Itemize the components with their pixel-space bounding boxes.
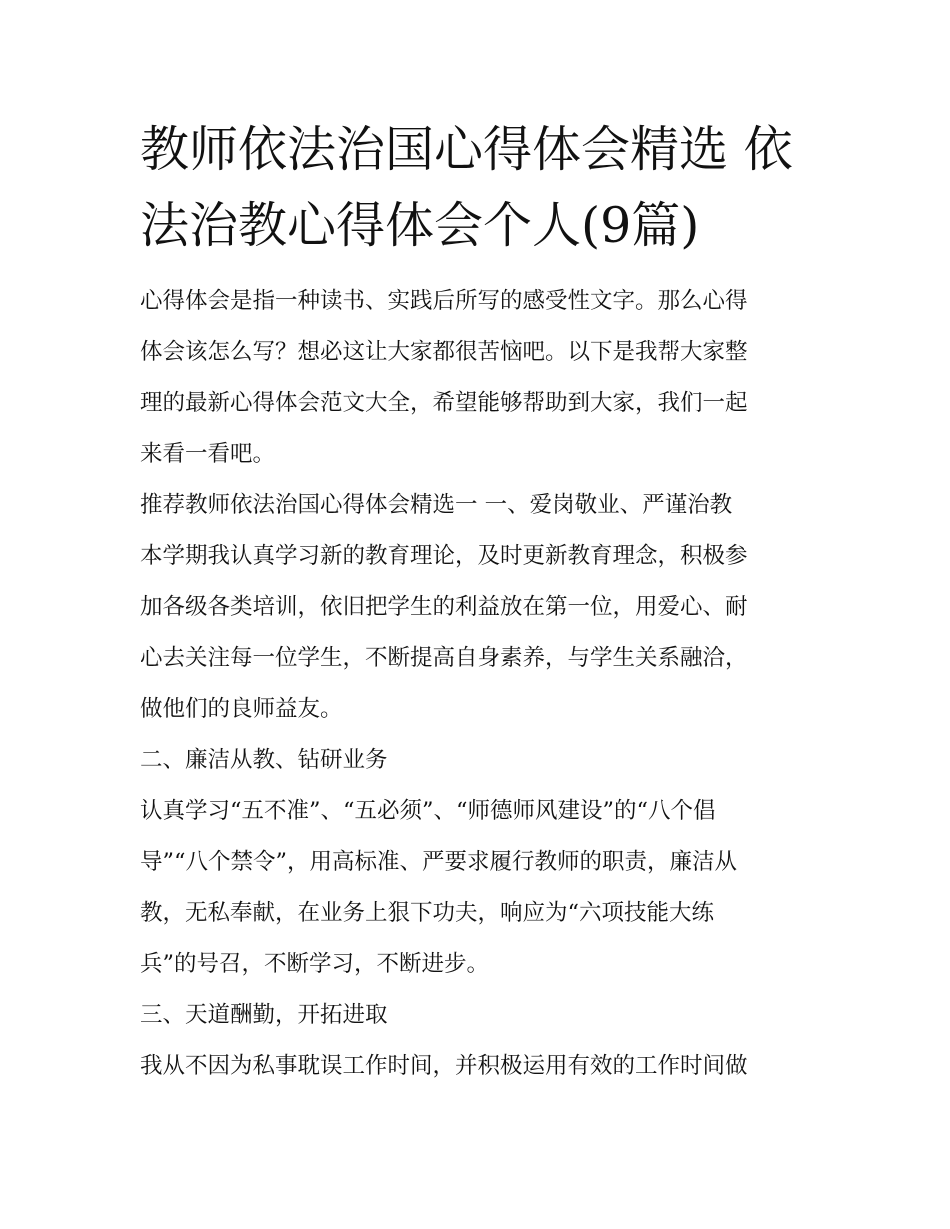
body-line: 认真学习“五不准”、“五必须”、“师德师风建设”的“八个倡: [140, 798, 716, 824]
section-heading: 三、天道酬勤，开拓进取: [140, 1002, 388, 1028]
section-heading: 二、廉洁从教、钻研业务: [140, 747, 388, 773]
body-line: 我从不因为私事耽误工作时间，并积极运用有效的工作时间做: [140, 1053, 748, 1079]
section-line: 推荐教师依法治国心得体会精选一 一、爱岗敬业、严谨治教: [140, 492, 733, 518]
body-line: 心去关注每一位学生，不断提高自身素养，与学生关系融洽，: [140, 645, 748, 671]
body-line: 做他们的良师益友。: [140, 696, 343, 722]
body-line: 体会该怎么写？想必这让大家都很苦恼吧。以下是我帮大家整: [140, 339, 748, 365]
body-line: 教，无私奉献，在业务上狠下功夫，响应为“六项技能大练: [140, 900, 715, 926]
body-line: 心得体会是指一种读书、实践后所写的感受性文字。那么心得: [140, 288, 748, 314]
body-line: 本学期我认真学习新的教育理论，及时更新教育理念，积极参: [140, 543, 748, 569]
body-line: 理的最新心得体会范文大全，希望能够帮助到大家，我们一起: [140, 390, 748, 416]
body-line: 加各级各类培训，依旧把学生的利益放在第一位，用爱心、耐: [140, 594, 748, 620]
document-title: 教师依法治国心得体会精选 依法治教心得体会个人(9篇): [140, 121, 793, 254]
body-line: 导”“八个禁令”，用高标准、严要求履行教师的职责，廉洁从: [140, 849, 738, 875]
body-line: 兵”的号召，不断学习，不断进步。: [140, 951, 490, 977]
body-line: 来看一看吧。: [140, 441, 276, 467]
